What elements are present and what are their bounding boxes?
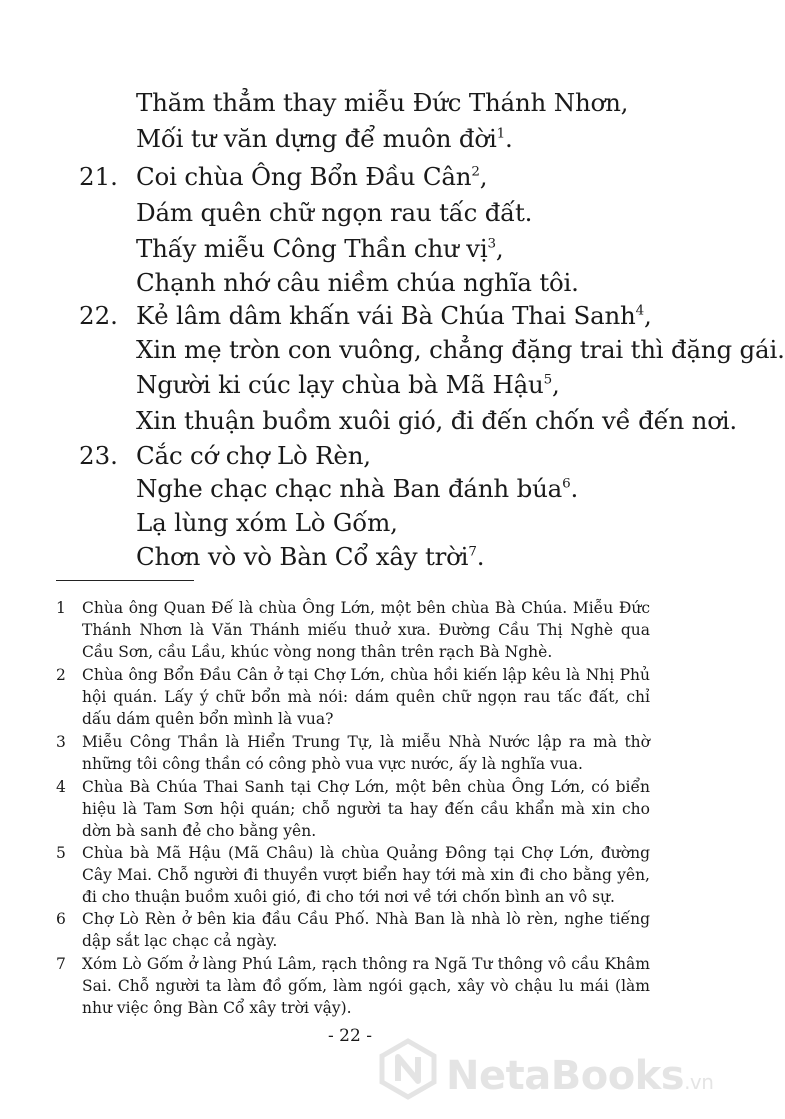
footnote-ref[interactable]: 6 — [562, 475, 571, 492]
poem-line: Lạ lùng xóm Lò Gốm, — [136, 508, 398, 537]
footnote-number: 5 — [56, 844, 66, 862]
footnote-number: 1 — [56, 599, 66, 617]
poem-line: Chạnh nhớ câu niềm chúa nghĩa tôi. — [136, 268, 579, 297]
footnote-text: Chợ Lò Rèn ở bên kia đầu Cầu Phố. Nhà Ban là nhà lò rèn, nghe tiếng dập sắt lạc chạc cả ngày. — [82, 910, 650, 950]
poem-line: Kẻ lâm dâm khấn vái Bà Chúa Thai Sanh$^4$, — [136, 301, 652, 330]
footnote-number: 6 — [56, 910, 66, 928]
footnote — [56, 842, 650, 908]
footnote-ref[interactable]: 2 — [471, 163, 480, 180]
stanza-number: 21. — [79, 162, 118, 191]
footnote-text: Chùa ông Quan Đế là chùa Ông Lớn, một bên chùa Bà Chúa. Miễu Đức Thánh Nhơn là Văn Thánh miếu thuở xưa. Đường Cầu Thị Nghè qua Cầu Sơn, cầu Lầu, khúc vòng nong thân trên rạch Bà Nghè. — [82, 599, 650, 661]
footnote-ref[interactable]: 3 — [487, 235, 496, 252]
watermark-text: NetaBooks.vn — [446, 1053, 714, 1099]
footnote — [56, 776, 650, 842]
footnote-number: 4 — [56, 778, 66, 796]
footnote — [56, 953, 650, 1019]
poem-line: Thăm thẳm thay miễu Đức Thánh Nhơn, — [136, 88, 629, 117]
poem-line: Xin thuận buồm xuôi gió, đi đến chốn về đến nơi. — [136, 406, 737, 435]
poem-line: Dám quên chữ ngọn rau tấc đất. — [136, 198, 533, 227]
poem-line: Chơn vò vò Bàn Cổ xây trời$^7$. — [136, 542, 485, 571]
poem-line: Nghe chạc chạc nhà Ban đánh búa$^6$. — [136, 474, 579, 503]
footnote-ref[interactable]: 4 — [635, 302, 645, 319]
poem-line: Cắc cớ chợ Lò Rèn, — [136, 441, 371, 470]
footnote — [56, 597, 650, 663]
footnote-divider — [56, 580, 194, 581]
poem-line: Xin mẹ tròn con vuông, chẳng đặng trai thì đặng gái. — [136, 335, 785, 364]
footnote-text: Chùa bà Mã Hậu (Mã Châu) là chùa Quảng Đông tại Chợ Lớn, đường Cây Mai. Chỗ người đi thuyền vượt biển hay tới mà xin đi cho bằng yên, đi cho thuận buồm xuôi gió, đi cho tới nơi về tới chốn bình an vô sự. — [82, 844, 650, 906]
poem-line: Người ki cúc lạy chùa bà Mã Hậu$^5$, — [136, 370, 560, 399]
footnote — [56, 908, 650, 952]
footnote-text: Chùa ông Bổn Đầu Cân ở tại Chợ Lớn, chùa hồi kiến lập kêu là Nhị Phủ hội quán. Lấy ý chữ bổn mà nói: dám quên chữ ngọn rau tấc đất, chỉ dấu dám quên bổn mình là vua? — [82, 666, 650, 728]
footnote-number: 2 — [56, 666, 66, 684]
footnote-text: Miễu Công Thần là Hiển Trung Tự, là miễu Nhà Nước lập ra mà thờ những tôi công thần có công phò vua vực nước, ấy là nghĩa vua. — [82, 733, 650, 773]
poem-line: Thấy miễu Công Thần chư vị$^3$, — [136, 234, 504, 263]
footnote — [56, 664, 650, 730]
footnote-number: 3 — [56, 733, 66, 751]
netabooks-logo-icon — [376, 1037, 440, 1101]
poem-line: Mối tư văn dựng để muôn đời$^1$. — [136, 124, 513, 153]
footnote-ref[interactable]: 7 — [468, 543, 477, 560]
footnote-ref[interactable]: 5 — [543, 371, 552, 388]
stanza-number: 22. — [79, 301, 118, 330]
footnote-text: Xóm Lò Gốm ở làng Phú Lâm, rạch thông ra Ngã Tư thông vô cầu Khâm Sai. Chỗ người ta làm đồ gốm, làm ngói gạch, xây vò chậu lu mái (làm như việc ông Bàn Cổ xây trời vậy). — [82, 955, 650, 1017]
watermark — [368, 1027, 714, 1112]
footnote-number: 7 — [56, 955, 66, 973]
footnote-ref[interactable]: 1 — [496, 125, 505, 142]
poem-line: Coi chùa Ông Bổn Đầu Cân$^2$, — [136, 162, 488, 191]
stanza-number: 23. — [79, 441, 118, 470]
page-number: - 22 - — [328, 1026, 372, 1046]
footnote-text: Chùa Bà Chúa Thai Sanh tại Chợ Lớn, một bên chùa Ông Lớn, có biển hiệu là Tam Sơn hội quán; chỗ người ta hay đến cầu khẩn mà xin cho dờn bà sanh đẻ cho bằng yên. — [82, 778, 650, 840]
footnote — [56, 731, 650, 775]
